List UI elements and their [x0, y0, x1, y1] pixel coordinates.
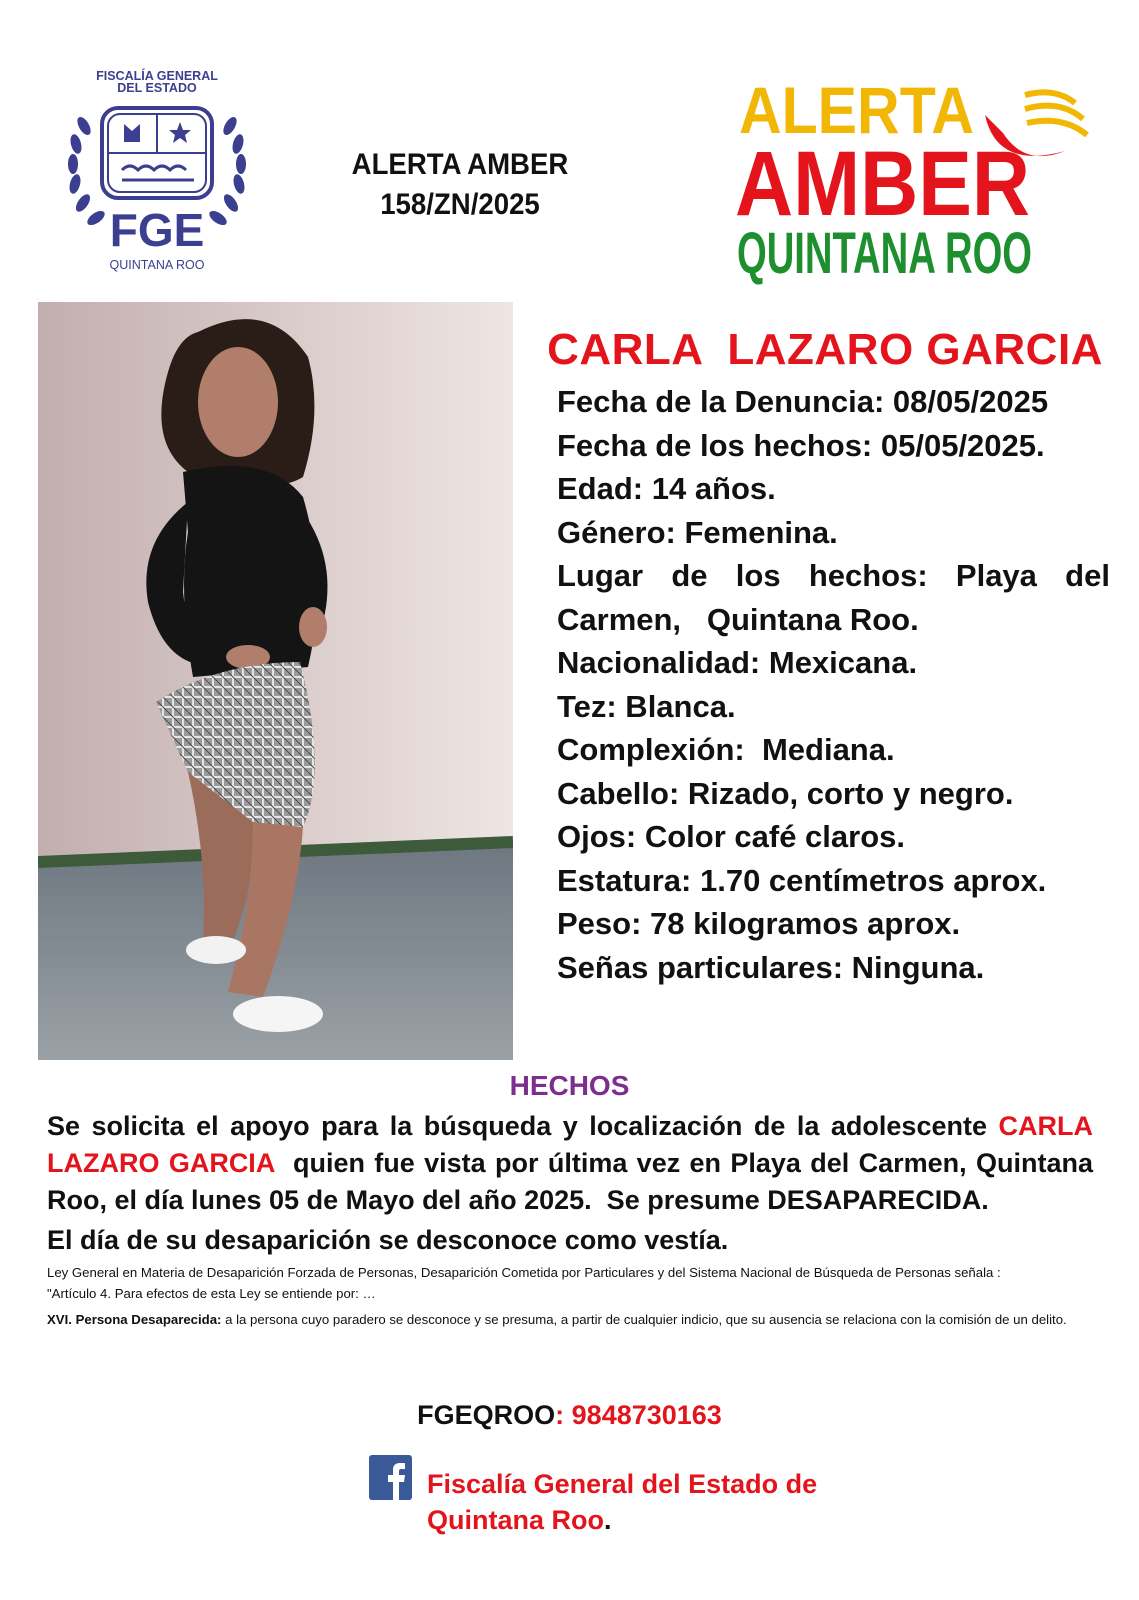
hechos-person-name: CARLA LAZARO GARCIA	[47, 1111, 1093, 1178]
person-name: CARLA LAZARO GARCIA	[547, 325, 1103, 374]
hechos-paragraph	[47, 1108, 1101, 1219]
logo-quintana-text: QUINTANA ROO	[737, 221, 1032, 286]
missing-person-photo	[38, 302, 513, 1060]
person-details	[557, 380, 1110, 989]
fge-bottom-text: QUINTANA ROO	[109, 258, 205, 272]
contact-phone	[0, 1400, 1139, 1431]
shield-icon	[102, 108, 212, 198]
legal-law: Ley General en Materia de Desaparición Forzada de Personas, Desaparición Cometida por Particulares y del Sistema Nacional de Búsqueda de Personas señala :	[47, 1265, 1001, 1280]
detail-edad: Edad: 14 años.	[557, 471, 776, 506]
facebook-line2-period: .	[604, 1505, 612, 1535]
facebook-page-link[interactable]	[427, 1466, 817, 1538]
detail-fecha-hechos: Fecha de los hechos: 05/05/2025.	[557, 427, 1045, 463]
alert-header	[313, 145, 607, 225]
alert-code: 158/ZN/2025	[380, 188, 540, 221]
detail-ojos: Ojos: Color café claros.	[557, 819, 905, 854]
detail-fecha-denuncia: Fecha de la Denuncia: 08/05/2025	[557, 384, 1049, 419]
legal-definition-term: XVI. Persona Desaparecida:	[47, 1312, 222, 1327]
fge-acronym: FGE	[109, 204, 205, 256]
detail-complexion: Complexión: Mediana.	[557, 732, 895, 767]
detail-peso: Peso: 78 kilogramos aprox.	[557, 906, 961, 941]
lugar-word: hechos:	[808, 558, 928, 593]
detail-nacionalidad: Nacionalidad: Mexicana.	[557, 645, 918, 680]
detail-lugar-line2: Carmen, Quintana Roo.	[557, 601, 919, 637]
wave-icon	[1025, 92, 1075, 103]
lugar-word: de	[671, 558, 708, 593]
detail-lugar	[557, 554, 1110, 598]
legal-article: "Artículo 4. Para efectos de esta Ley se entiende por: …	[47, 1286, 376, 1301]
fge-top-text-2: DEL ESTADO	[117, 81, 197, 95]
hechos-text-part1: Se solicita el apoyo para la búsqueda y localización de la adolescente	[47, 1111, 999, 1141]
legal-note	[47, 1262, 1093, 1335]
detail-genero: Género: Femenina.	[557, 514, 838, 550]
phone-number[interactable]: : 9848730163	[555, 1400, 722, 1430]
detail-cabello: Cabello: Rizado, corto y negro.	[557, 775, 1014, 811]
hechos-clothing-note: El día de su desaparición se desconoce como vestía.	[47, 1225, 729, 1255]
facebook-line2-text: Quintana Roo	[427, 1505, 604, 1535]
logo-amber-text: AMBER	[735, 133, 1030, 235]
legal-definition-text: a la persona cuyo paradero se desconoce y se presuma, a partir de cualquier indicio, que su ausencia se relaciona con la comisión de un delito.	[221, 1312, 1067, 1327]
alert-title: ALERTA AMBER	[351, 148, 569, 181]
contact-label: FGEQROO	[417, 1400, 556, 1430]
facebook-icon[interactable]	[369, 1455, 412, 1500]
fge-top-text-1: FISCALÍA GENERAL	[96, 69, 218, 83]
legal-definition	[47, 1304, 1093, 1335]
facebook-line1: Fiscalía General del Estado de	[427, 1469, 818, 1499]
facebook-line2	[427, 1502, 817, 1538]
detail-tez: Tez: Blanca.	[557, 688, 736, 724]
detail-senas: Señas particulares: Ninguna.	[557, 949, 985, 985]
logo-alerta-text: ALERTA	[739, 75, 974, 147]
lugar-word: los	[735, 558, 781, 593]
lugar-word: Playa	[955, 558, 1037, 593]
fge-logo	[62, 66, 252, 276]
hechos-heading: HECHOS	[509, 1070, 630, 1101]
detail-estatura: Estatura: 1.70 centímetros aprox.	[557, 862, 1047, 898]
alerta-amber-logo	[735, 75, 1095, 290]
lugar-word: del	[1065, 558, 1110, 593]
lugar-word: Lugar	[557, 558, 644, 593]
hechos-text-part2: quien fue vista por última vez en Playa del Carmen, Quintana Roo, el día lunes 05 de Mayo del año 2025. Se presume DESAPARECIDA.	[47, 1148, 1101, 1215]
